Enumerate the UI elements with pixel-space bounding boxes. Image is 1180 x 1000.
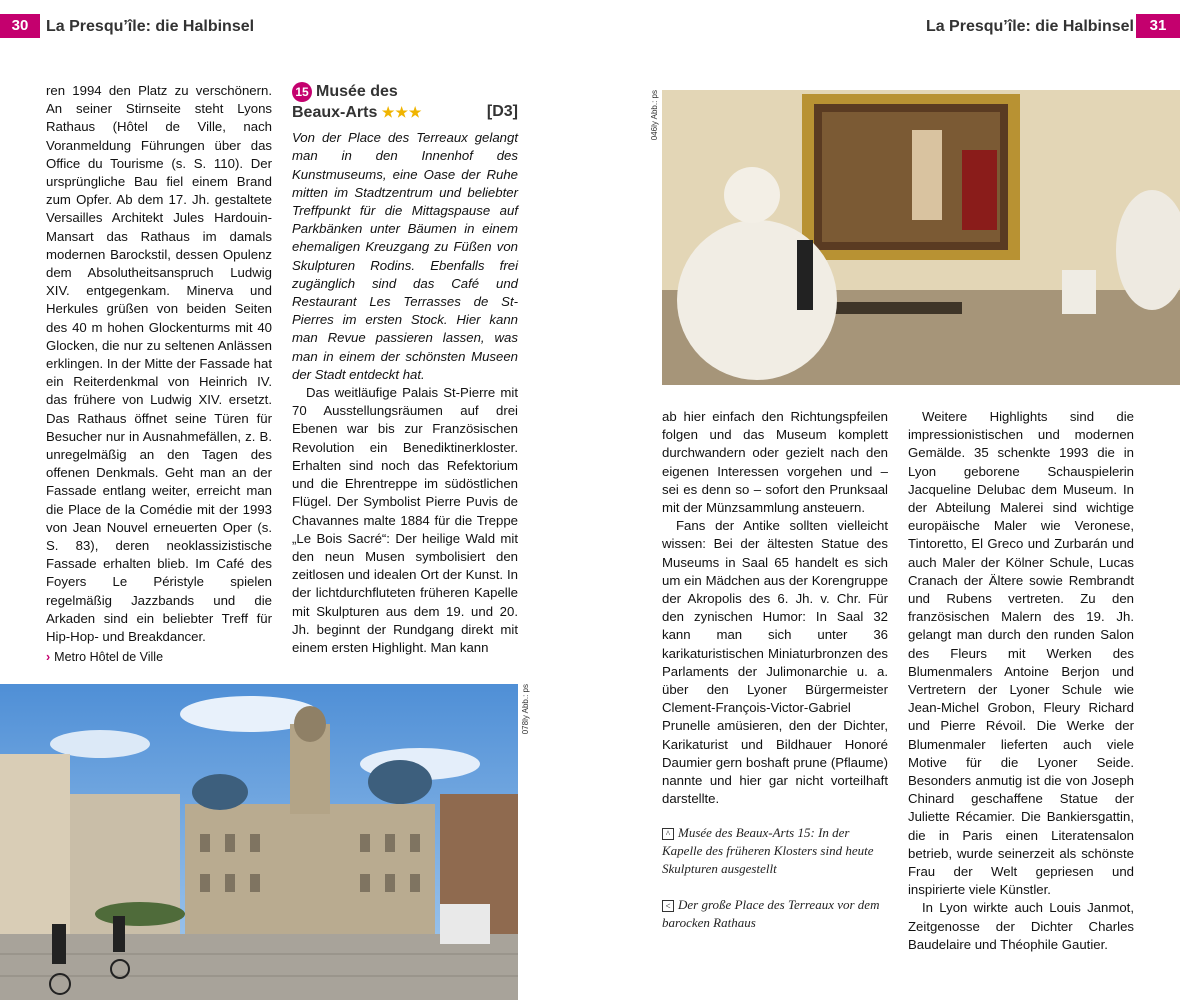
caption-museum-photo bbox=[662, 824, 888, 878]
section-title-row-2 bbox=[292, 102, 518, 123]
paragraph: Das weitläufige Palais St-Pierre mit 70 Ausstellungsräumen auf drei Ebenen war bis zur Französischen Revolution ein Benediktinerkloster. Erhalten sind noch das Refektorium und die Ehrentreppe im südöstlichen Flügel. Der Symbolist Pierre Puvis de Chavannes malte 1884 für die Treppe „Le Bois Sacré“: Der heilige Wald mit den neun Musen symbolisiert den zeitlosen und idealen Ort der Kunst. In der lichtdurchfluteten früheren Kapelle mit Skulpturen aus dem 19. und 20. Jh. beginnt der Rundgang direkt mit einem ersten Highlight. Man kann bbox=[292, 385, 518, 655]
sight-number-badge: 15 bbox=[292, 82, 312, 102]
arrow-up-icon: ^ bbox=[662, 828, 674, 840]
photo-credit-right: 046ly Abb.: ps bbox=[650, 90, 659, 141]
photo-hotel-de-ville bbox=[0, 684, 518, 1000]
right-column-1 bbox=[662, 408, 888, 808]
title-line-2: Beaux-Arts bbox=[292, 104, 378, 122]
left-column-1 bbox=[46, 82, 272, 667]
map-grid-reference: [D3] bbox=[486, 103, 518, 121]
paragraph: ab hier einfach den Richtungspfeilen folgen und das Museum komplett durchwandern oder gezielt nach den eigenen Interessen vorgehen und – sei es denn so – sofort den Prunksaal mit der Münzsammlung ansteuern. bbox=[662, 409, 888, 516]
running-header-right: La Presqu’île: die Halbinsel bbox=[925, 18, 1134, 35]
right-column-2 bbox=[908, 408, 1134, 954]
photo-credit-left: 078ly Abb.: ps bbox=[521, 684, 530, 735]
page-number-left: 30 bbox=[0, 14, 40, 38]
museum-illustration bbox=[662, 90, 1180, 385]
section-title bbox=[292, 82, 518, 102]
photo-museum-hall bbox=[662, 90, 1180, 385]
left-column-2 bbox=[292, 82, 518, 657]
page-number-right: 31 bbox=[1136, 14, 1180, 38]
paragraph: ren 1994 den Platz zu verschönern. An seiner Stirnseite steht Lyons Rathaus (Hôtel de Ville, nach Voranmeldung Führungen über das Office du Tourisme (s. S. 110). Der ursprüngliche Bau fiel einem Brand zum Opfer. Ab dem 17. Jh. gestaltete Versailles Architekt Jules Hardouin-Mansart das Rathaus im damals modernen Barockstil, dessen Opulenz dem Absolutheitsanspruch Ludwig XIV. entgegenkam. Minerva und Herkules grüßen von beiden Seiten des 40 m hohen Glockenturms mit 40 Glocken, die nur zu seltenen Anlässen erklingen. In der Mitte der Fassade hat ein Reiterdenkmal von Heinrich IV. das frühere von Ludwig XIV. ersetzt. Das Rathaus öffnet seine Türen für Besucher nur in Ausnahmefällen, z. B. unregelmäßig an den Tagen des offenen Denkmals. Geht man an der Fassade entlang weiter, erreicht man die Place de la Comédie mit der 1993 von Jean Nouvel erneuerten Oper (s. S. 83), deren neoklassizistische Fassade erhalten blieb. Im Café des Foyers Le Péristyle spielen regelmäßig Jazzbands und die Arkaden sind ein beliebter Treff für Hip-Hop- und Breakdancer. bbox=[46, 83, 272, 645]
chevron-right-icon: › bbox=[46, 650, 51, 665]
metro-label: Metro Hôtel de Ville bbox=[54, 650, 164, 665]
running-header-left: La Presqu’île: die Halbinsel bbox=[46, 18, 255, 35]
city-hall-illustration bbox=[0, 684, 518, 1000]
paragraph: Weitere Highlights sind die impressionistischen und modernen Gemälde. 35 schenkte 1993 die in Lyon geborene Schauspielerin Jacqueline Delubac dem Museum. In der Abteilung Malerei sind wichtige europäische Maler wie Veronese, Tintoretto, El Greco und Zurbarán und auch Maler der Kölner Schule, Lucas Cranach der Ältere sowie Rembrandt und Rubens vertreten. Zu den französischen Malern des 19. Jh. gelangt man durch den runden Salon des Fleurs mit Werken des Blumenmalers Antoine Berjon und Vertretern der Lyoner Schule wie Jean-Michel Grobon, Fleury Richard und Pierre Révoil. Die Werke der Blumenmaler lieferten auch viele Motive für die Lyoner Seide. Besonders anmutig ist die von Joseph Chinard geschaffene Statue der Juliette Récamier. Die Bankiersgattin, die in Paris einen Literatensalon betrieb, wurde seinerzeit als schönste Frau der Welt gepriesen und inspirierte viele Künstler. bbox=[908, 409, 1134, 898]
metro-line bbox=[46, 648, 272, 666]
title-line-1: Musée des bbox=[316, 83, 398, 101]
caption-text: Musée des Beaux-Arts 15: In der Kapelle des früheren Klosters sind heute Skulpturen ausgestellt bbox=[662, 825, 874, 876]
intro-paragraph: Von der Place des Terreaux gelangt man in den Innenhof des Kunstmuseums, eine Oase der Ruhe mitten im Stadtzentrum und beliebter Treffpunkt für die Mittagspause auf Parkbänken unter Bäumen in einem ehemaligen Kreuzgang zu Füßen von Skulpturen Rodins. Ebenfalls frei zugänglich sind das Café und Restaurant Les Terrasses de St-Pierres im ersten Stock. Hier kann man Revue passieren lassen, was man in einem der schönsten Museen der Stadt entdeckt hat. bbox=[292, 130, 518, 382]
rating-stars: ★★★ bbox=[381, 104, 423, 121]
caption-text: Der große Place des Terreaux vor dem barocken Rathaus bbox=[662, 897, 880, 930]
paragraph: Fans der Antike sollten vielleicht wissen: Bei der ältesten Statue des Museums in Saal 65 handelt es sich um ein Mädchen aus der Korengruppe der Akropolis des 6. Jh. v. Chr. Für den zynischen Humor: In Saal 32 kann man sich unter 36 karikaturistischen Miniaturbronzen des Parlaments der Julimonarchie u. a. über den Lyoner Bürgermeister Clement-François-Victor-Gabriel Prunelle amüsieren, den der Dichter, Karikaturist und Bildhauer Honoré Daumier gern boshaft prune (Pflaume) nannte und hier gar nicht vorteilhaft darstellte. bbox=[662, 518, 888, 807]
caption-hotel-photo bbox=[662, 896, 888, 932]
paragraph: In Lyon wirkte auch Louis Janmot, Zeitgenosse der Dichter Charles Baudelaire und Théophile Gautier. bbox=[908, 900, 1134, 952]
arrow-left-icon: < bbox=[662, 900, 674, 912]
